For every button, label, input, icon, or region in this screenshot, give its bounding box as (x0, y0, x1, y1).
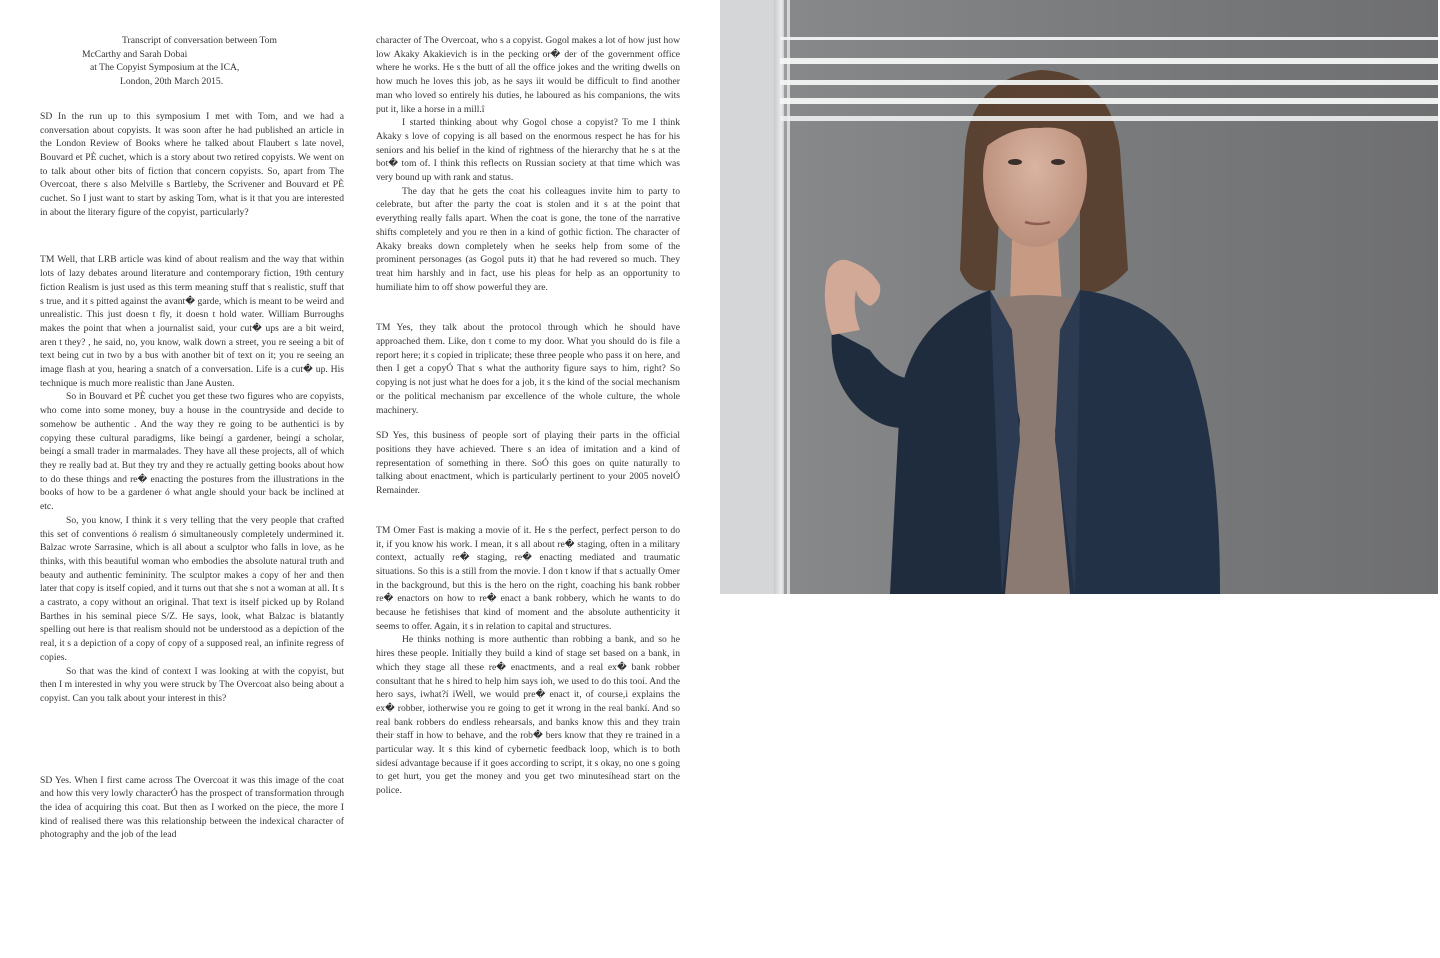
title-line-1: Transcript of conversation between Tom (122, 35, 277, 46)
paragraph-coat-stolen: The day that he gets the coat his colleagues invite him to party to celebrate, but after the party the coat is stolen and it s at the point that everything really falls apart. When the coat is gone, the tone of the narrative shifts completely and you re then in a kind of gothic fiction. The character of Akaky breaks down completely when he seeks help from some of the prominent personages (as Gogol puts it) that he had revered so much. They treat him harshly and in fact, use his pleas for help as an opportunity to humiliate him to off show powerful they are. (376, 185, 680, 293)
title-line-2: McCarthy and Sarah Dobai (82, 48, 188, 60)
title-line-3: at The Copyist Symposium at the ICA, (90, 62, 240, 74)
paragraph-context: So that was the kind of context I was looking at with the copyist, but then I m interested in why you were struck by The Overcoat also being about a copyist. Can you talk about your interest in this? (40, 665, 344, 704)
paragraph-balzac: So, you know, I think it s very telling that the very people that crafted this set of conventions ó realism ó simultaneously completely undermined it. Balzac wrote Sarrasine, which is all about a sculptor who falls in love, as he thinks, with this beautiful woman who embodies the absolute natural truth and beauty and authentic femininity. The sculptor makes a copy of her and then later that copy is itself copied, and it turns out that she s not a woman at all. It s a castrato, a copy without an original. That text is itself picked up by Roland Barthes in his seminal piece S/Z. He says, look, what Balzac is blatantly spelling out here is that realism should not be understood as a depiction of the real, it s a depiction of a copy of copy of a supposed real, an infinite regress of copies. (40, 514, 345, 663)
transcript-title (40, 34, 344, 89)
paragraph-sd-intro: SD In the run up to this symposium I met with Tom, and we had a conversation about copyists. It was soon after he had published an article in the London Review of Books where he talked about Flaubert s late novel, Bouvard et PÈ cuchet, which is a story about two retired copyists. We went on to talk about other bits of fiction that concern copyists. So, apart from The Overcoat, there s also Melville s Bartleby, the Scrivener and Bouvard et PÈ cuchet. So I just want to start by asking Tom, what is it that you are interested in about the literary figure of the copyist, particularly? (40, 110, 344, 218)
paragraph-bouvard: So in Bouvard et PÈ cuchet you get these two figures who are copyists, who come into some money, buy a house in the countryside and decide to somehow be authentic . And the way they re going to be authentici is by copying these cultural paradigms, like beingí a gardener, beingí a scholar, beingí a small trader in marmalades. They have all these projects, all of which they re really bad at. But they try and they re actually getting books about how to do these things and re� enacting the postures from the illustrations in the books of how to be a gardener ó what angle should your back be inclined at etc. (40, 391, 344, 513)
photo-illustration (720, 0, 1438, 594)
paragraph-tm-omer-fast: TM Omer Fast is making a movie of it. He s the perfect, perfect person to do it, if you know his work. I mean, it s all about re� staging, often in a military context, actually re� staging, re� enacting mediated and traumatic situations. So this is a still from the movie. I don t know if that s actually Omer in the background, but this is the hero on the right, coaching his bank robber re� enactors on how to re� enact a bank robbery, which he wants to do because he fetishises that kind of moment and the absolute authenticity it seems to offer. Again, it s in relation to capital and structures. (376, 524, 680, 632)
text-column-left (40, 34, 344, 842)
text-column-middle (376, 34, 680, 798)
paragraph-tm-protocol: TM Yes, they talk about the protocol through which he should have approached them. Like, don t come to my door. What you should do is file a report here; it s copied in triplicate; these three people who pass it on here, and then I get a copyÓ That s what the authority figure says to him, right? So copying is not just what he does for a job, it s the kind of the social mechanism or the political mechanism par excellence of the whole culture, the whole machinery. (376, 322, 680, 416)
paragraph-sd-overcoat: SD Yes. When I first came across The Overcoat it was this image of the coat and how this very lowly characterÓ has the prospect of transformation through the idea of acquiring this coat. But then as I worked on the piece, the more I kind of realised there was this relationship between the indexical character of photography and the job of the lead (40, 774, 344, 841)
paragraph-akaky: character of The Overcoat, who s a copyist. Gogol makes a lot of how just how low Akaky Akakievich is in the pecking or� der of the government office where he works. He s the butt of all the office jokes and the writing dwells on how much he loves this job, as he says iit would be difficult to find another man who loved so entirely his duties, he laboured as his companions, the wits put it, like a horse in a mill.î (376, 35, 680, 115)
photograph-woman-behind-glass (720, 0, 1438, 594)
paragraph-tm-realism: TM Well, that LRB article was kind of about realism and the way that within lots of lazy debates around literature and contemporary fiction, 19th century fiction Realism is just used as this term meaning stuff that s realistic, stuff that s true, and it s pitted against the avant� garde, which is meant to be weird and unrealistic. This just doesn t fly, it doesn t hold water. William Burroughs makes the point that when a journalist said, your cut� ups are a bit weird, aren t they? , he said, no, you know, walk down a street, you re seeing a bit of text being cut in two by a bus with another bit of text on it; you re seeing an image flash at you, hearing a snatch of a conversation. Life is a cut� up. His technique is much more realistic than Jane Austen. (40, 254, 344, 389)
paragraph-bank-robbery: He thinks nothing is more authentic than robbing a bank, and so he hires these people. Initially they build a kind of stage set based on a bank, in which they stage all these re� enactments, and a real ex� bank robber consultant that he s hired to help him says ioh, we used to do this tooí. And the hero says, iwhat?í iWell, we would pre� enact it, of course,ì explains the ex� robber, iotherwise you re going to get it wrong in the real bankí. And so real bank robbers do endless rehearsals, and banks know this and they train their staff in how to behave, and the rob� bers know that they re trained in a particular way. It s this kind of cybernetic feedback loop, which is to both sidesí advantage because if it goes according to script, it s okay, no one s going to get hurt, you get the money and you get two minutesíhead start on the police. (376, 634, 680, 797)
paragraph-sd-enactment: SD Yes, this business of people sort of playing their parts in the official positions they have achieved. There s an idea of imitation and a kind of representation of something in there. SoÓ this goes on quite naturally to talking about enactment, which is particularly pertinent to your 2005 novelÓ Remainder. (376, 430, 680, 497)
title-line-4: London, 20th March 2015. (120, 76, 224, 88)
paragraph-gogol: I started thinking about why Gogol chose a copyist? To me I think Akaky s love of copying is all based on the enormous respect he has for his seniors and his belief in the kind of rightness of the hierarchy that he s at the bot� tom of. I think this reflects on Russian society at that time which was very bound up with rank and status. (376, 117, 680, 184)
